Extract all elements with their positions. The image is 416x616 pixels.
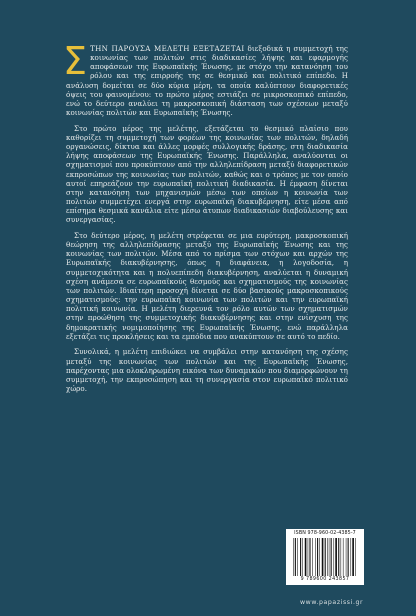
barcode-bar xyxy=(335,538,337,576)
barcode-bar xyxy=(325,538,326,576)
barcode-bar xyxy=(308,538,309,576)
barcode-bar xyxy=(293,538,294,576)
paragraph-4: Συνολικά, η μελέτη επιδιώκει να συμβάλει στην κατανόηση της σχέσης μεταξύ της κοινωνίας των πολιτών και της Ευρωπαϊκής Ένωσης, παρέχοντας μια ολοκληρωμένη εικόνα των δυναμικών που διαμορφώνουν τη συμμετοχή, την εκπροσώπηση και τη συνεργασία στον ευρωπαϊκό πολιτικό χώρο. xyxy=(66,347,348,393)
paragraph-3: Στο δεύτερο μέρος, η μελέτη στρέφεται σε μια ευρύτερη, μακροσκοπική θεώρηση της αλληλεπίδρασης μεταξύ της Ευρωπαϊκής Ένωσης και της κοινωνίας των πολιτών. Μέσα από το πρίσμα των στόχων και αρχών της Ευρωπαϊκής διακυβέρνησης, όπως η διαφάνεια, η λογοδοσία, η συμμετοχικότητα και η πολυεπίπεδη διακυβέρνηση, αναλύεται η δυναμική σχέση ανάμεσα σε ευρωπαϊκούς θεσμούς και σχηματισμούς της κοινωνίας των πολιτών. Ιδιαίτερη προσοχή δίνεται σε δύο βασικούς μακροσκοπικούς σχηματισμούς: την ευρωπαϊκή κοινωνία των πολιτών και την ευρωπαϊκή πολιτική κοινωνία. Η μελέτη διερευνά τον ρόλο αυτών των σχηματισμών στην προώθηση της συμμετοχικής διακυβέρνησης και στην ενίσχυση της δημοκρατικής νομιμοποίησης της Ευρωπαϊκής Ένωσης, ενώ παράλληλα εξετάζει τις προκλήσεις και τα εμπόδια που ανακύπτουν σε αυτό το πεδίο. xyxy=(66,230,348,341)
barcode-bar xyxy=(338,538,339,576)
barcode-bar xyxy=(327,538,328,576)
barcode-bar xyxy=(319,538,320,576)
barcode-bar xyxy=(351,538,352,576)
barcode-bar xyxy=(331,538,332,576)
publisher-website: www.papazissi.gr xyxy=(300,599,364,606)
barcode-bar xyxy=(355,538,356,576)
barcode-bar xyxy=(348,538,349,576)
isbn-barcode-box xyxy=(286,529,364,585)
lead-in-caps: ΤΗΝ ΠΑΡΟΥΣΑ ΜΕΛΕΤΗ ΕΞΕΤΑΖΕΤΑΙ xyxy=(90,44,245,53)
barcode-bar xyxy=(297,538,298,576)
barcode-digits: 9 789600 243857 xyxy=(300,577,350,582)
barcode-bar xyxy=(334,538,335,576)
isbn-label: ISBN 978-960-02-4385-7 xyxy=(294,531,356,536)
barcode-bar xyxy=(322,538,324,576)
barcode-bar xyxy=(341,538,342,576)
paragraph-2: Στο πρώτο μέρος της μελέτης, εξετάζεται το θεσμικό πλαίσιο που καθορίζει τη συμμετοχή των φορέων της κοινωνίας των πολιτών, δηλαδή οργανώσεις, δίκτυα και άλλες μορφές συλλογικής δράσης, στη διαδικασία λήψης αποφάσεων της Ευρωπαϊκής Ένωσης. Παράλληλα, αναλύονται οι σχηματισμοί που προκύπτουν από την αλληλεπίδραση μεταξύ διαφορετικών εκπροσώπων της κοινωνίας των πολιτών, καθώς και ο τρόπος με τον οποίο αυτοί επηρεάζουν την ευρωπαϊκή πολιτική διαδικασία. Η έμφαση δίνεται στην κατανόηση των μηχανισμών μέσω των οποίων η κοινωνία των πολιτών συμμετέχει ενεργά στην ευρωπαϊκή διακυβέρνηση, είτε μέσα από επίσημα θεσμικά κανάλια είτε μέσω άτυπων διαδικασιών διαβούλευσης και συνεργασίας. xyxy=(66,123,348,225)
drop-cap-letter: Σ xyxy=(63,39,88,83)
barcode-bar xyxy=(346,538,347,576)
barcode-graphic xyxy=(292,538,358,576)
paragraph-1 xyxy=(63,39,348,118)
barcode-bar xyxy=(309,538,310,576)
barcode-bar xyxy=(317,538,318,576)
barcode-bar xyxy=(329,538,330,576)
barcode-bar xyxy=(343,538,344,576)
barcode-bar xyxy=(300,538,301,576)
paragraph-1-text: διεξοδικά η συμμετοχή της κοινωνίας των πολιτών στις διαδικασίες λήψης και εφαρμογής αποφάσεων της Ευρωπαϊκής Ένωσης, με στόχο την κατανόηση του ρόλου και της επιρροής της σε θεσμικό και πολιτικό επίπεδο. Η ανάλυση δομείται σε δύο κύρια μέρη, τα οποία καλύπτουν διαφορετικές όψεις του φαινομένου: το πρώτο μέρος εστιάζει σε μικροσκοπικό επίπεδο, ενώ το δεύτερο αναλύει τη μακροσκοπική διάσταση των σχέσεων μεταξύ κοινωνίας πολιτών και Ευρωπαϊκής Ένωσης. xyxy=(66,44,348,118)
barcode-bar xyxy=(305,538,307,576)
barcode-bar xyxy=(312,538,313,576)
barcode-bar xyxy=(295,538,296,576)
blurb-text xyxy=(63,39,348,400)
barcode-bar xyxy=(315,538,316,576)
barcode-bar xyxy=(352,538,354,576)
barcode-bar xyxy=(302,538,303,576)
